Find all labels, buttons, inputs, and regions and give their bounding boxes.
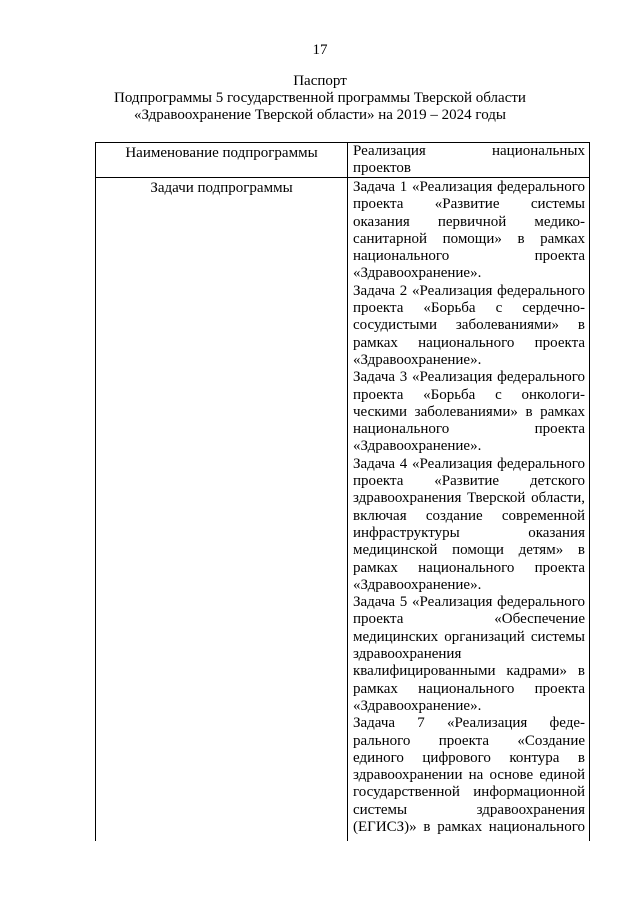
task-item (353, 715, 585, 836)
passport-table (95, 142, 590, 841)
task-line: рамках национального проекта (353, 559, 585, 576)
task-line: Задача 7 «Реализация феде- (353, 715, 585, 732)
column-divider (347, 143, 348, 841)
task-line: Задача 1 «Реализация федерального (353, 179, 585, 195)
header-program-name: «Здравоохранение Тверской области» на 2019 – 2024 годы (133, 107, 506, 123)
task-line: Задача 3 «Реализация федерального (353, 369, 585, 386)
task-item (353, 594, 585, 715)
right-header-line: проектов (353, 160, 411, 176)
task-line: санитарной помощи» в рамках (353, 230, 585, 247)
task-line: здравоохранения (353, 646, 462, 663)
page-number: 17 (312, 42, 328, 58)
row-label-tasks: Задачи подпрограммы (150, 180, 293, 196)
task-line: инфраструктуры оказания (353, 524, 585, 541)
task-line: «Здравоохранение». (353, 265, 482, 282)
task-line: (ЕГИСЗ)» в рамках национального (353, 818, 585, 835)
task-line: проекта «Обеспечение (353, 611, 585, 628)
task-line: государственной информационной (353, 784, 585, 801)
task-line: единого цифрового контура в (353, 749, 585, 766)
task-line: Задача 5 «Реализация федерального (353, 594, 585, 611)
task-line: Задача 4 «Реализация федерального (353, 455, 585, 472)
task-line: рального проекта «Создание (353, 732, 585, 749)
task-item (353, 369, 585, 455)
task-line: сосудистыми заболеваниями» в (353, 317, 585, 334)
task-line: проекта «Борьба с сердечно- (353, 300, 585, 317)
task-line: здравоохранения Тверской области, (353, 490, 585, 507)
task-line: включая создание современной (353, 507, 585, 524)
tasks-cell (353, 179, 585, 836)
task-line: «Здравоохранение». (353, 438, 482, 455)
task-line: оказания первичной медико- (353, 213, 585, 230)
task-line: национального проекта (353, 248, 585, 265)
task-item (353, 179, 585, 283)
header-title: Паспорт (293, 73, 347, 89)
document-header (0, 73, 640, 124)
task-line: Задача 2 «Реализация федерального (353, 282, 585, 299)
header-row-divider (96, 177, 589, 178)
task-line: медицинской помощи детям» в (353, 542, 585, 559)
right-header-line: Реализация национальных (353, 143, 585, 159)
task-line: медицинских организаций системы (353, 628, 585, 645)
task-line: здравоохранении на основе единой (353, 767, 585, 784)
left-header-cell: Наименование подпрограммы (125, 145, 318, 161)
task-line: национального проекта (353, 421, 585, 438)
task-item (353, 283, 585, 369)
task-line: рамках национального проекта (353, 334, 585, 351)
task-line: «Здравоохранение». (353, 351, 482, 368)
right-header-cell (353, 143, 585, 177)
task-item (353, 456, 585, 594)
task-line: проекта «Развитие детского (353, 473, 585, 490)
task-line: квалифицированными кадрами» в (353, 663, 585, 680)
task-line: ческими заболеваниями» в рамках (353, 403, 585, 420)
task-line: проекта «Развитие системы (353, 196, 585, 213)
task-line: «Здравоохранение». (353, 576, 482, 593)
task-line: «Здравоохранение». (353, 697, 482, 714)
task-line: рамках национального проекта (353, 680, 585, 697)
header-subtitle: Подпрограммы 5 государственной программы Тверской области (114, 90, 526, 106)
task-line: системы здравоохранения (353, 801, 585, 818)
task-line: проекта «Борьба с онкологи- (353, 386, 585, 403)
